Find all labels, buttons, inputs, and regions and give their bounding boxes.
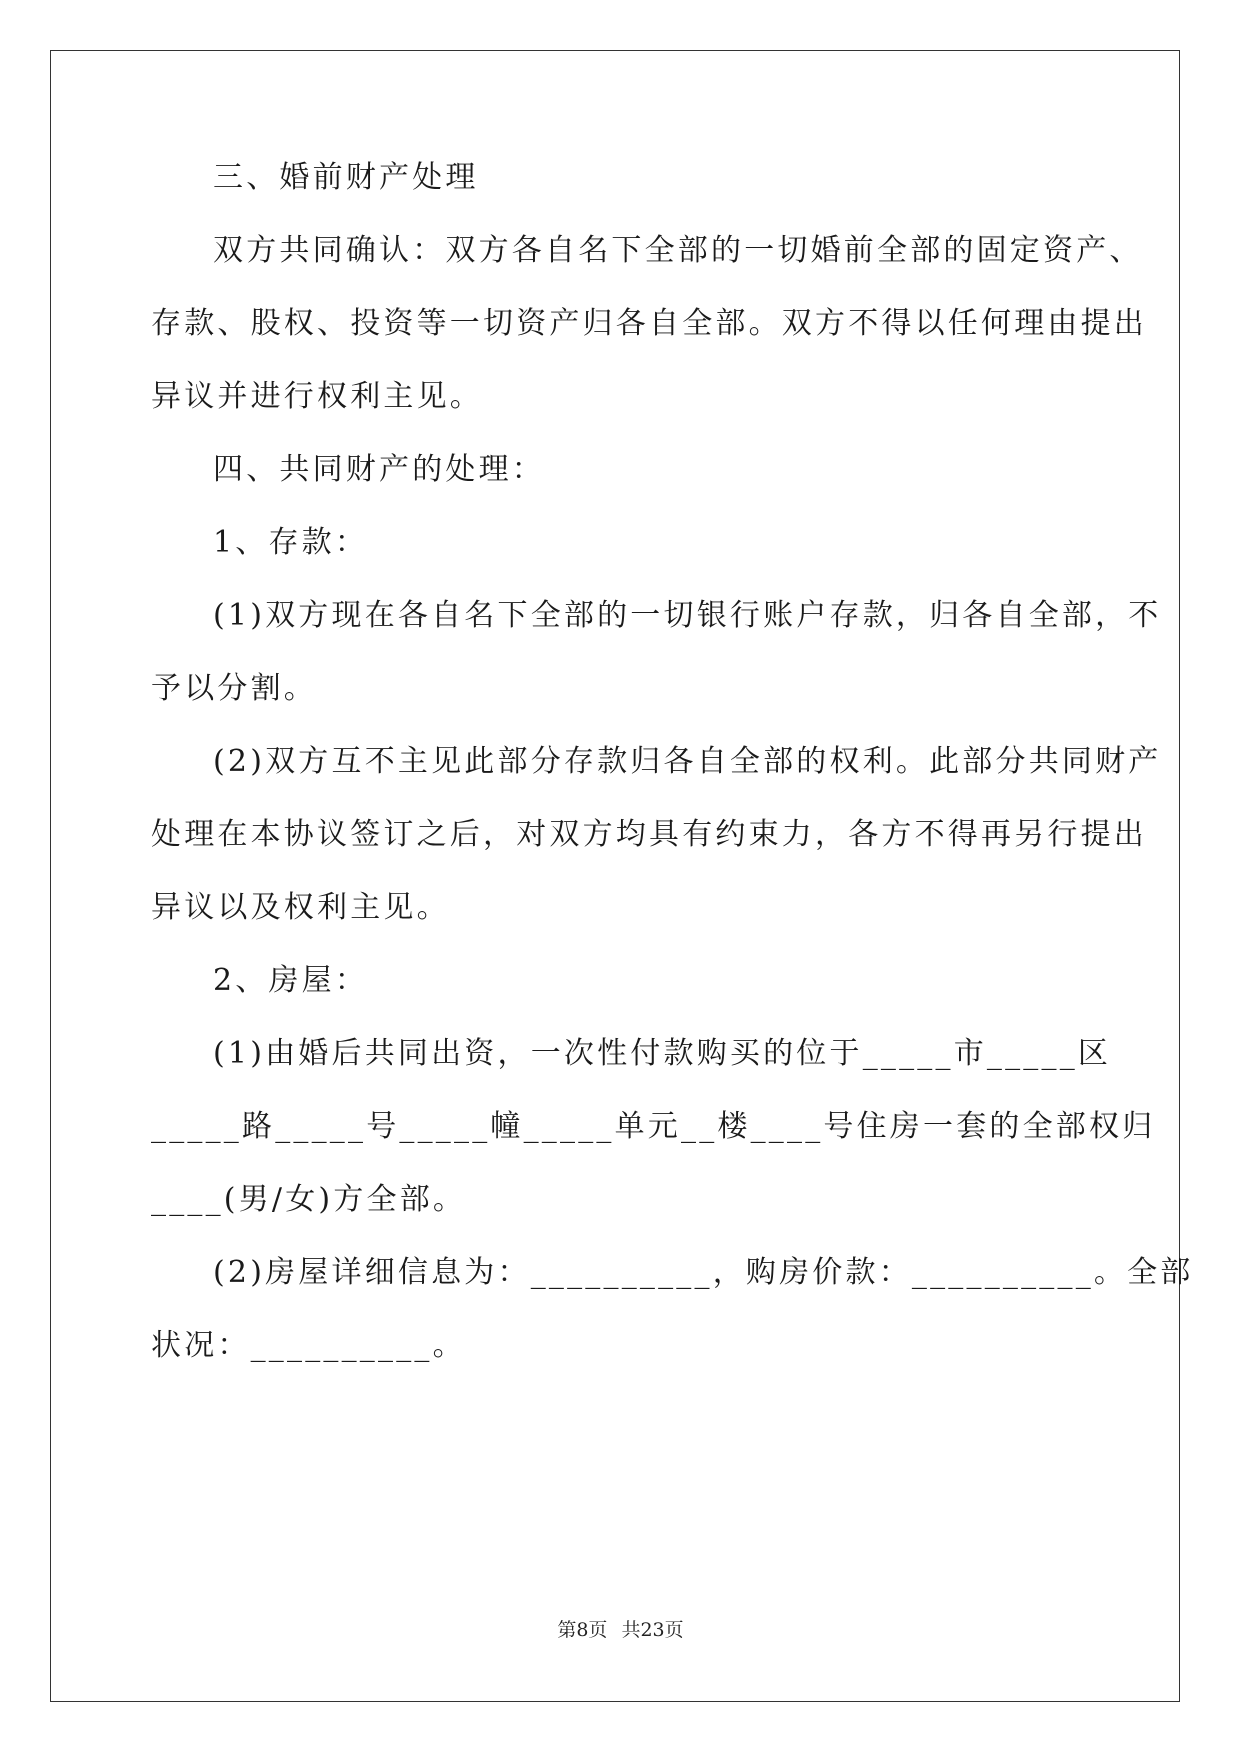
section-heading-premarital-property: 三、婚前财产处理 — [213, 160, 479, 195]
paragraph-line: (1)由婚后共同出资，一次性付款购买的位于_____市_____区 — [213, 1036, 1112, 1071]
subheading-deposits: 1、存款： — [213, 525, 369, 560]
paragraph-line: 异议并进行权利主见。 — [151, 379, 483, 414]
page-number: 第8页 — [557, 1619, 608, 1641]
paragraph-line: 予以分割。 — [151, 671, 317, 706]
paragraph-line: 处理在本协议签订之后，对双方均具有约束力，各方不得再另行提出 — [151, 817, 1147, 852]
paragraph-line: 双方共同确认：双方各自名下全部的一切婚前全部的固定资产、 — [213, 233, 1143, 268]
section-heading-joint-property: 四、共同财产的处理： — [213, 452, 545, 487]
subheading-housing: 2、房屋： — [213, 963, 369, 998]
paragraph-line: _____路_____号_____幢_____单元__楼____号住房一套的全部权归 — [151, 1109, 1156, 1144]
paragraph-line: 状况：__________。 — [151, 1328, 466, 1363]
paragraph-line: 存款、股权、投资等一切资产归各自全部。双方不得以任何理由提出 — [151, 306, 1147, 341]
page-border — [50, 50, 1194, 1702]
paragraph-line: 异议以及权利主见。 — [151, 890, 450, 925]
page-total: 共23页 — [621, 1619, 684, 1641]
paragraph-line: (1)双方现在各自名下全部的一切银行账户存款，归各自全部，不 — [213, 598, 1162, 633]
page-footer — [0, 1618, 1241, 1642]
paragraph-line: ____(男/女)方全部。 — [151, 1182, 467, 1217]
paragraph-line: (2)房屋详细信息为：__________，购房价款：__________。全部 — [213, 1255, 1194, 1290]
paragraph-line: (2)双方互不主见此部分存款归各自全部的权利。此部分共同财产 — [213, 744, 1162, 779]
